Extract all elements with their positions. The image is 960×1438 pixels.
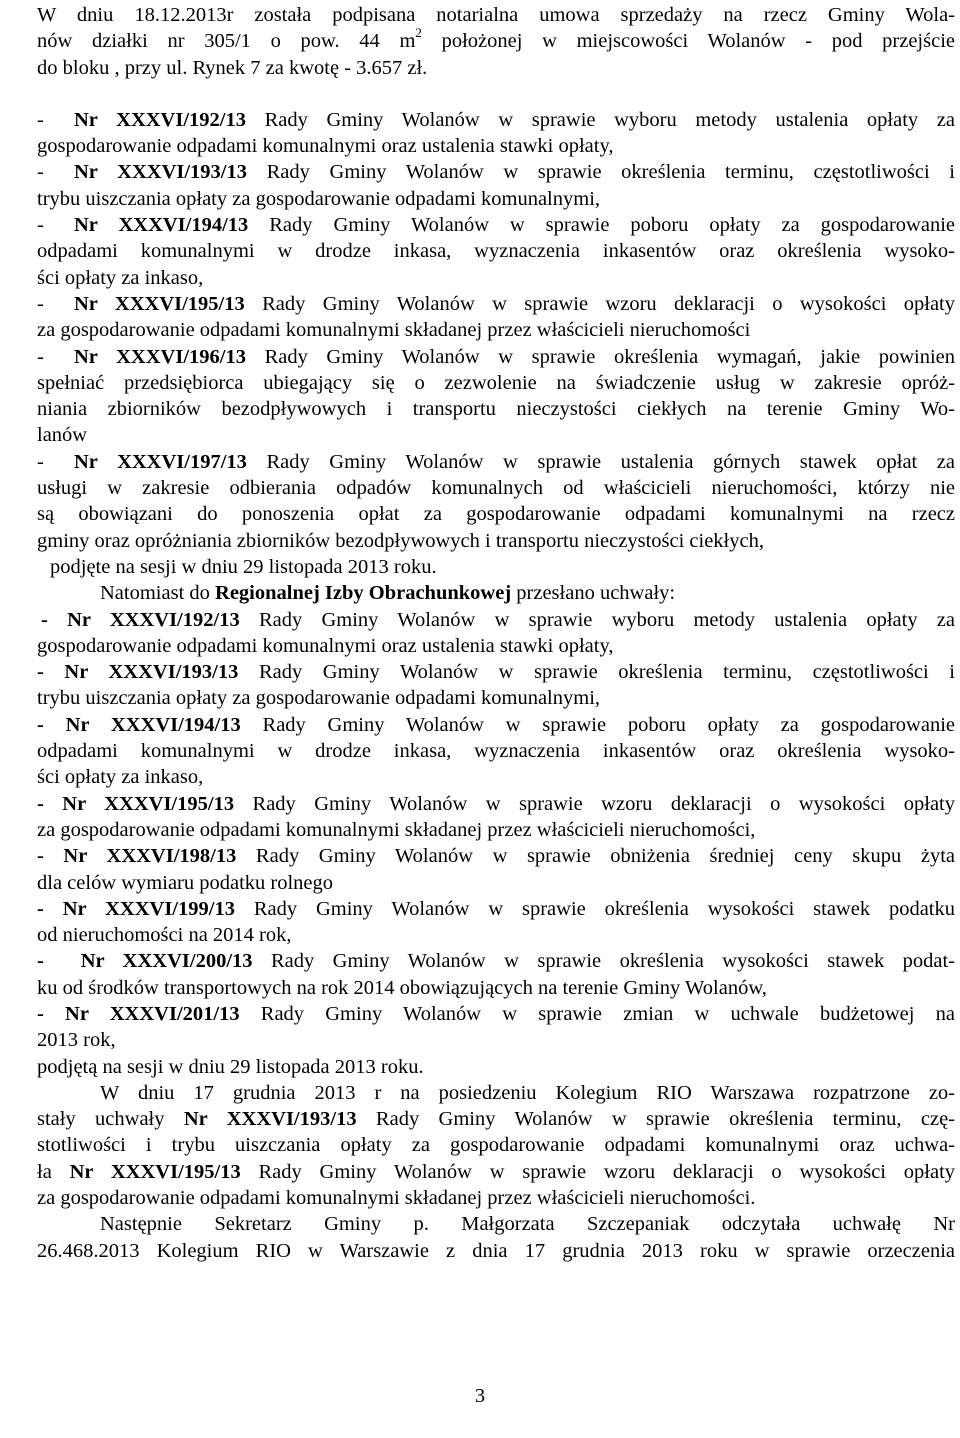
resolution-continuation-line: usługi w zakresie odbierania odpadów komunalnych od właścicieli nieruchomości, którzy nie <box>37 477 955 500</box>
resolution-first-line <box>37 449 955 475</box>
list-dash: - <box>37 661 65 684</box>
list-dash: - <box>37 845 64 868</box>
resolution-continuation-line: trybu uiszczania opłaty za gospodarowanie odpadami komunalnymi, <box>37 187 601 210</box>
resolution-title: Rady Gminy Wolanów w sprawie obniżenia średniej ceny skupu żyta <box>236 845 955 868</box>
resolution-number: Nr XXXVI/196/13 <box>74 345 246 368</box>
rio-resolution-item <box>37 607 955 660</box>
resolution-number: Nr XXXVI/194/13 <box>74 214 249 237</box>
rio-resolution-first-line <box>37 948 955 974</box>
rio-decision-line-3: stotliwości i trybu uiszczania opłaty za gospodarowanie odpadami komunalnymi oraz uchwa- <box>37 1134 955 1157</box>
rio-resolution-first-line <box>37 607 955 633</box>
resolution-item <box>37 107 955 160</box>
resolution-first-line <box>37 159 955 185</box>
resolution-continuation-line: za gospodarowanie odpadami komunalnymi składanej przez właścicieli nieruchomości, <box>37 818 756 841</box>
resolutions-list-rio <box>37 607 955 1054</box>
intro-line-3: do bloku , przy ul. Rynek 7 za kwotę - 3.657 zł. <box>37 56 428 79</box>
resolution-number: Nr XXXVI/192/13 <box>74 108 246 131</box>
resolution-continuation-line: za gospodarowanie odpadami komunalnymi składanej przez właścicieli nieruchomości <box>37 319 751 342</box>
resolution-continuation-line: lanów <box>37 424 88 447</box>
rio-resolution-item <box>37 896 955 949</box>
list-dash: - <box>37 897 63 920</box>
list-dash: - <box>37 792 63 815</box>
intro-line-2: nów działki nr 305/1 o pow. 44 $m^2$ położonej w miejscowości Wolanów - pod przejście <box>37 25 955 53</box>
resolution-title: Rady Gminy Wolanów w sprawie wzoru deklaracji o wysokości opłaty <box>234 792 955 815</box>
resolution-continuation-line: odpadami komunalnymi w drodze inkasa, wyznaczenia inkasentów oraz określenia wysoko- <box>37 240 955 263</box>
rio-resolution-first-line <box>37 1001 955 1027</box>
rio-resolution-item <box>37 948 955 1001</box>
resolution-number: Nr XXXVI/199/13 <box>62 897 235 920</box>
list-dash: - <box>37 950 81 973</box>
resolution-title: Rady Gminy Wolanów w sprawie wyboru metody ustalenia opłaty za <box>245 108 955 131</box>
resolution-continuation-line: gospodarowanie odpadami komunalnymi oraz ustalenia stawki opłaty, <box>37 135 614 158</box>
rio-decision-line-5: za gospodarowanie odpadami komunalnymi składanej przez właścicieli nieruchomości. <box>37 1187 756 1210</box>
resolution-continuation-line: 2013 rok, <box>37 1029 116 1052</box>
page-number: 3 <box>474 1385 486 1407</box>
rio-resolution-item <box>37 712 955 791</box>
resolution-number: Nr XXXVI/200/13 <box>80 950 253 973</box>
resolution-title: Rady Gminy Wolanów w sprawie określenia wysokości stawek podat- <box>252 950 955 973</box>
resolution-first-line <box>37 344 955 370</box>
list-dash: - <box>37 108 44 131</box>
resolution-continuation-line: ści opłaty za inkaso, <box>37 266 204 289</box>
intro-line-1: W dniu 18.12.2013r została podpisana notarialna umowa sprzedaży na rzecz Gminy Wola- <box>37 4 955 26</box>
resolutions-list-council <box>37 107 955 554</box>
list-dash: - <box>37 292 44 315</box>
resolution-number: Nr XXXVI/193/13 <box>64 661 239 684</box>
rio-resolution-item <box>37 843 955 896</box>
resolution-title: Rady Gminy Wolanów w sprawie zmian w uchwale budżetowej na <box>239 1002 955 1025</box>
resolution-number: Nr XXXVI/197/13 <box>74 450 247 473</box>
rio-resolution-first-line <box>37 791 955 817</box>
rio-resolution-item <box>37 1001 955 1054</box>
rio-resolution-item <box>37 791 955 844</box>
resolution-number: Nr XXXVI/194/13 <box>65 713 241 736</box>
resolution-title: Rady Gminy Wolanów w sprawie poboru opłaty za gospodarowanie <box>240 713 956 736</box>
resolution-first-line <box>37 212 955 238</box>
rio-intro-paragraph: Natomiast do Regionalnej Izby Obrachunkowej przesłano uchwały: <box>100 582 676 605</box>
resolution-number: Nr XXXVI/195/13 <box>62 792 235 815</box>
resolution-title: Rady Gminy Wolanów w sprawie wzoru deklaracji o wysokości opłaty <box>244 292 956 315</box>
resolution-first-line <box>37 107 955 133</box>
resolution-continuation-line: gospodarowanie odpadami komunalnymi oraz ustalenia stawki opłaty, <box>37 634 614 657</box>
list-dash: - <box>37 713 66 736</box>
list-dash: - <box>37 161 44 184</box>
rio-resolution-item <box>37 659 955 712</box>
resolution-continuation-line: trybu uiszczania opłaty za gospodarowanie odpadami komunalnymi, <box>37 687 601 710</box>
list-dash: - <box>37 214 44 237</box>
resolution-continuation-line: ści opłaty za inkaso, <box>37 766 204 789</box>
resolution-continuation-line: od nieruchomości na 2014 rok, <box>37 924 292 947</box>
session-note-1: podjęte na sesji w dniu 29 listopada 2013 roku. <box>50 555 437 578</box>
resolution-item <box>37 344 955 449</box>
resolution-number: Nr XXXVI/198/13 <box>63 845 237 868</box>
resolution-continuation-line: dla celów wymiaru podatku rolnego <box>37 871 334 894</box>
rio-resolution-first-line <box>37 896 955 922</box>
intro-paragraph <box>37 2 955 81</box>
resolution-number: Nr XXXVI/193/13 <box>74 161 247 184</box>
resolution-title: Rady Gminy Wolanów w sprawie ustalenia górnych stawek opłat za <box>246 450 955 473</box>
list-dash: - <box>37 1002 66 1025</box>
secretary-line-1: Następnie Sekretarz Gminy p. Małgorzata Szczepaniak odczytała uchwałę Nr <box>100 1213 955 1236</box>
rio-decision-line-1: W dniu 17 grudnia 2013 r na posiedzeniu Kolegium RIO Warszawa rozpatrzone zo- <box>100 1081 955 1104</box>
rio-name: Regionalnej Izby Obrachunkowej <box>215 582 512 605</box>
session-note-2: podjętą na sesji w dniu 29 listopada 2013 roku. <box>37 1055 424 1078</box>
resolution-item <box>37 159 955 212</box>
resolution-number: Nr XXXVI/192/13 <box>67 608 240 631</box>
rio-decision-paragraph <box>37 1080 955 1211</box>
list-dash: - <box>37 450 44 473</box>
resolution-item <box>37 449 955 554</box>
list-dash: - <box>37 345 44 368</box>
resolution-title: Rady Gminy Wolanów w sprawie określenia terminu, częstotliwości i <box>238 661 955 684</box>
resolution-title: Rady Gminy Wolanów w sprawie określenia terminu, częstotliwości i <box>247 161 956 184</box>
resolution-continuation-line: są obowiązani do ponoszenia opłat za gospodarowanie odpadami komunalnymi na rzecz <box>37 503 955 526</box>
resolution-number: Nr XXXVI/195/13 <box>74 292 245 315</box>
rio-resolution-first-line <box>37 712 955 738</box>
secretary-paragraph <box>37 1211 955 1264</box>
secretary-line-2: 26.468.2013 Kolegium RIO w Warszawie z dnia 17 grudnia 2013 roku w sprawie orzeczenia <box>37 1239 955 1262</box>
resolution-continuation-line: spełniać przedsiębiorca ubiegający się o zezwolenie na świadczenie usług w zakresie opróż- <box>37 371 955 394</box>
resolution-number: Nr XXXVI/201/13 <box>65 1002 240 1025</box>
resolution-continuation-line: ku od środków transportowych na rok 2014 obowiązujących na terenie Gminy Wolanów, <box>37 976 767 999</box>
resolution-title: Rady Gminy Wolanów w sprawie wyboru metody ustalenia opłaty za <box>239 608 956 631</box>
resolution-title: Rady Gminy Wolanów w sprawie określenia wymagań, jakie powinien <box>245 345 955 368</box>
list-dash: - <box>41 608 68 631</box>
rio-resolution-first-line <box>37 843 955 869</box>
resolution-continuation-line: gminy oraz opróżniania zbiorników bezodpływowych i transportu nieczystości ciekłych, <box>37 529 764 552</box>
resolution-item <box>37 212 955 291</box>
resolution-item <box>37 291 955 344</box>
rio-decision-line-4: ła Nr XXXVI/195/13 Rady Gminy Wolanów w sprawie wzoru deklaracji o wysokości opłaty <box>37 1160 956 1183</box>
rio-decision-line-2: stały uchwały Nr XXXVI/193/13 Rady Gminy Wolanów w sprawie określenia terminu, czę- <box>37 1108 956 1131</box>
resolution-continuation-line: odpadami komunalnymi w drodze inkasa, wyznaczenia inkasentów oraz określenia wysoko- <box>37 740 955 763</box>
resolution-first-line <box>37 291 955 317</box>
resolution-title: Rady Gminy Wolanów w sprawie poboru opłaty za gospodarowanie <box>248 214 956 237</box>
resolution-title: Rady Gminy Wolanów w sprawie określenia wysokości stawek podatku <box>234 897 956 920</box>
rio-resolution-first-line <box>37 659 955 685</box>
resolution-continuation-line: niania zbiorników bezodpływowych i transportu nieczystości ciekłych na terenie Gminy Wo- <box>37 398 955 421</box>
document-page <box>37 2 955 1264</box>
